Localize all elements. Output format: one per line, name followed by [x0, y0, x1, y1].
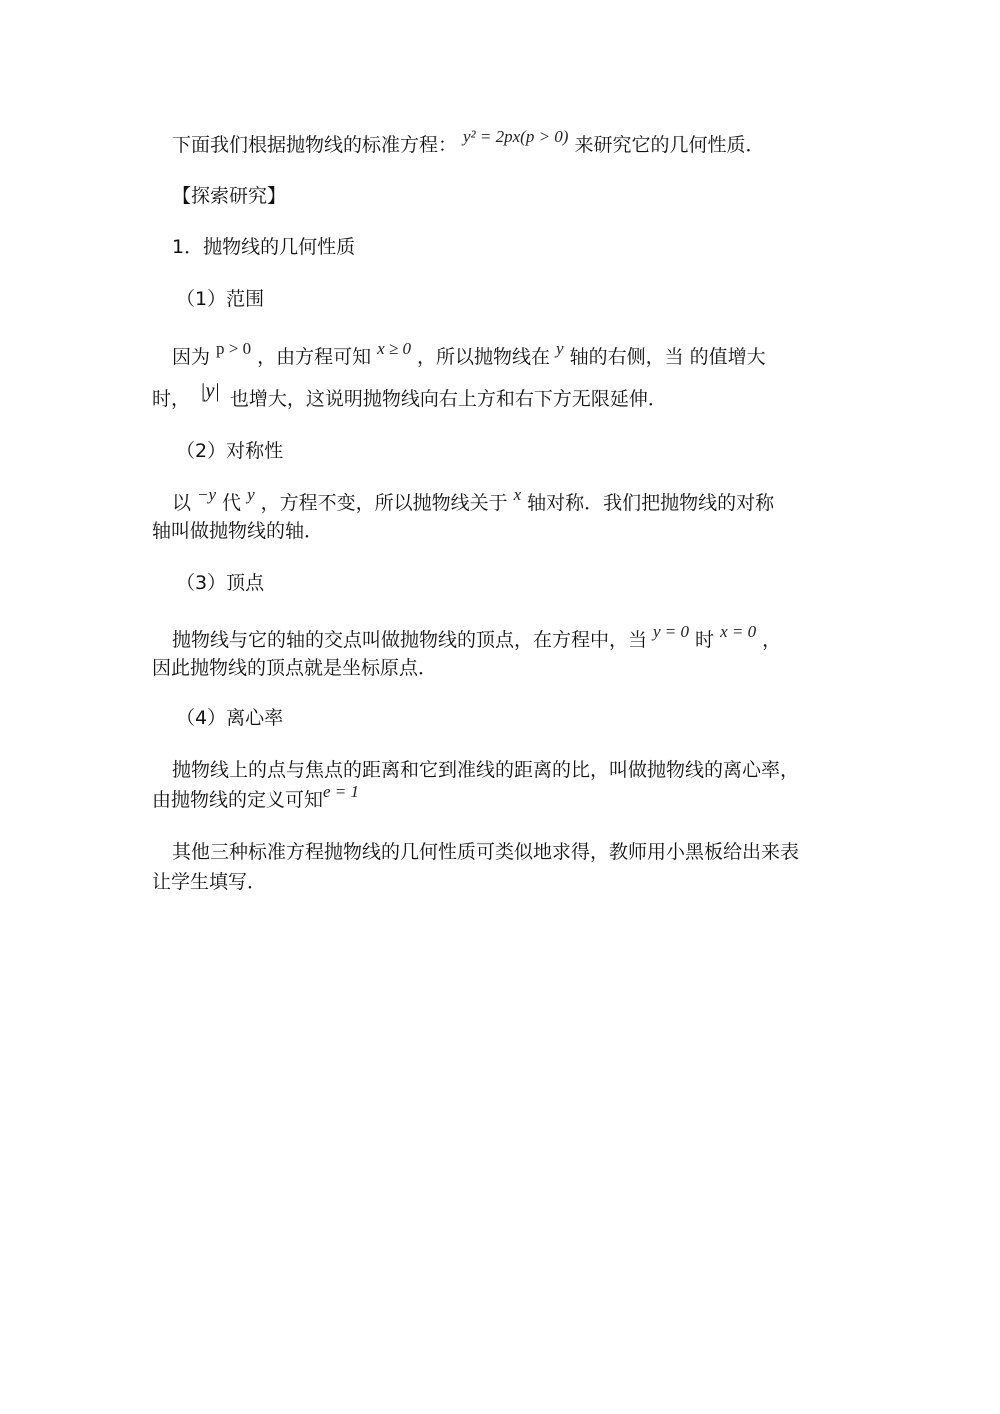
math: |y| — [200, 380, 220, 402]
text: 由抛物线的定义可知 — [152, 789, 324, 811]
symmetry-line-1 — [172, 485, 775, 516]
math: x ≥ 0 — [377, 339, 412, 358]
text: 以 — [172, 492, 192, 514]
math: p > 0 — [216, 339, 252, 358]
math: y — [247, 485, 255, 504]
text: 也增大，这说明抛物线向右上方和右下方无限延伸． — [229, 388, 667, 410]
intro-line — [172, 127, 765, 158]
math: e = 1 — [323, 782, 360, 801]
math: y = 0 — [653, 622, 690, 641]
math: −y — [197, 485, 217, 504]
text: 轴的右侧，当 的值增大 — [569, 346, 766, 368]
vertex-title: （3）顶点 — [176, 572, 265, 594]
text: 时， — [152, 388, 191, 410]
text: 代 — [222, 492, 242, 514]
closing-line-2: 让学生填写． — [152, 871, 267, 893]
vertex-line-1 — [172, 622, 782, 653]
eccentricity-line-2 — [152, 782, 365, 813]
symmetry-title: （2）对称性 — [176, 440, 284, 462]
eccentricity-line-1: 抛物线上的点与焦点的距离和它到准线的距离的比，叫做抛物线的离心率， — [172, 759, 800, 781]
equation: y² = 2px(p > 0) — [463, 127, 569, 146]
text: ，方程不变，所以抛物线关于 — [260, 492, 508, 514]
math: x — [513, 485, 522, 504]
heading-properties: 1．抛物线的几何性质 — [172, 236, 356, 258]
math: x = 0 — [720, 622, 757, 641]
text: 因为 — [172, 346, 211, 368]
range-line-2 — [152, 380, 667, 411]
eccentricity-title: （4）离心率 — [176, 707, 284, 729]
vertex-line-2: 因此抛物线的顶点就是坐标原点． — [152, 657, 438, 679]
symmetry-line-2: 轴叫做抛物线的轴． — [152, 520, 324, 542]
math: y — [556, 339, 564, 358]
text: 抛物线与它的轴的交点叫做抛物线的顶点，在方程中，当 — [172, 629, 648, 651]
text: 来研究它的几何性质． — [574, 134, 765, 156]
text: 下面我们根据抛物线的标准方程： — [172, 134, 458, 156]
section-heading: 【探索研究】 — [172, 185, 287, 207]
text: 时 — [695, 629, 715, 651]
range-title: （1）范围 — [176, 288, 265, 310]
range-line-1 — [172, 339, 766, 370]
text: ， — [762, 629, 782, 651]
text: ，所以抛物线在 — [417, 346, 551, 368]
text: ，由方程可知 — [257, 346, 372, 368]
closing-line-1: 其他三种标准方程抛物线的几何性质可类似地求得，教师用小黑板给出来表 — [172, 841, 800, 863]
text: 轴对称．我们把抛物线的对称 — [527, 492, 775, 514]
